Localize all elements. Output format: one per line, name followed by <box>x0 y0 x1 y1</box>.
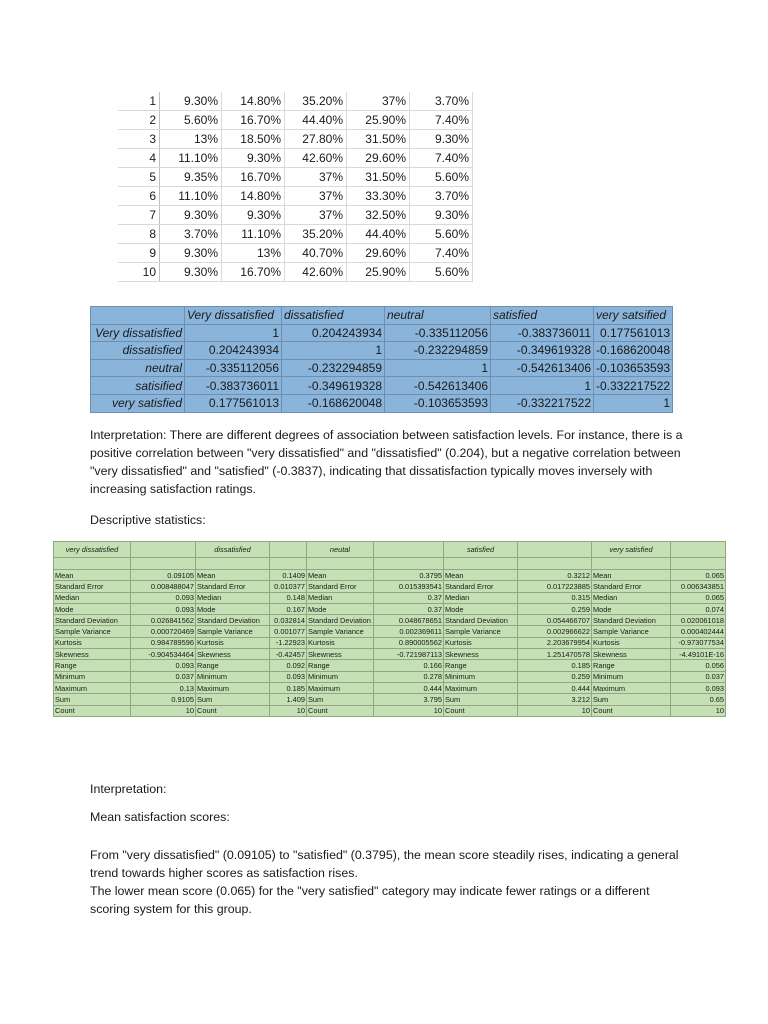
percent-cell: 29.60% <box>347 149 410 168</box>
stat-label-cell: Sum <box>196 694 270 705</box>
percent-cell: 18.50% <box>222 130 285 149</box>
table-row <box>54 615 726 626</box>
correlation-cell: 1 <box>282 342 385 360</box>
stat-label-cell: Mean <box>592 570 671 581</box>
table-row <box>54 694 726 705</box>
stat-value-cell: 0.9105 <box>131 694 196 705</box>
percent-cell: 13% <box>222 244 285 263</box>
blank-cell <box>374 558 444 570</box>
percent-cell: 32.50% <box>347 206 410 225</box>
stat-label-cell: Standard Deviation <box>54 615 131 626</box>
column-header <box>374 542 444 558</box>
column-header: satisfied <box>491 307 594 325</box>
column-header: very satisfied <box>592 542 671 558</box>
stat-label-cell: Sample Variance <box>307 626 374 637</box>
stat-label-cell: Minimum <box>444 671 518 682</box>
stat-label-cell: Median <box>592 592 671 603</box>
table-row <box>118 130 473 149</box>
stat-value-cell: -0.973077534 <box>671 637 726 648</box>
stat-label-cell: Minimum <box>307 671 374 682</box>
percent-cell: 40.70% <box>285 244 347 263</box>
row-header: very satisfied <box>91 394 185 412</box>
stat-value-cell: 0.890005562 <box>374 637 444 648</box>
stat-label-cell: Count <box>307 705 374 716</box>
stat-value-cell: 0.065 <box>671 570 726 581</box>
stat-label-cell: Sample Variance <box>54 626 131 637</box>
stat-value-cell: 3.795 <box>374 694 444 705</box>
correlation-cell: 0.177561013 <box>594 324 673 342</box>
column-header <box>131 542 196 558</box>
percent-cell: 33.30% <box>347 187 410 206</box>
correlation-header-row <box>91 307 673 325</box>
blank-cell <box>518 558 592 570</box>
stat-value-cell: 0.37 <box>374 603 444 614</box>
column-header <box>91 307 185 325</box>
table-row <box>54 671 726 682</box>
stat-value-cell: 0.984789596 <box>131 637 196 648</box>
stat-label-cell: Kurtosis <box>54 637 131 648</box>
table-row <box>91 394 673 412</box>
stat-value-cell: 0.002966622 <box>518 626 592 637</box>
percent-cell: 9.30% <box>410 130 473 149</box>
stat-label-cell: Minimum <box>196 671 270 682</box>
percent-cell: 11.10% <box>160 187 222 206</box>
percent-cell: 37% <box>347 92 410 111</box>
table-row <box>54 660 726 671</box>
percent-cell: 37% <box>285 187 347 206</box>
blank-cell <box>592 558 671 570</box>
correlation-cell: -0.349619328 <box>282 377 385 395</box>
stat-value-cell: -1.22923 <box>270 637 307 648</box>
stat-label-cell: Minimum <box>592 671 671 682</box>
stat-value-cell: 0.093 <box>270 671 307 682</box>
stat-value-cell: -0.904534464 <box>131 649 196 660</box>
correlation-matrix-table <box>90 306 673 413</box>
stat-label-cell: Mean <box>54 570 131 581</box>
percent-cell: 9.35% <box>160 168 222 187</box>
stat-label-cell: Mean <box>196 570 270 581</box>
correlation-cell: 1 <box>385 359 491 377</box>
stat-label-cell: Kurtosis <box>307 637 374 648</box>
table-row <box>91 342 673 360</box>
stat-label-cell: Skewness <box>54 649 131 660</box>
blank-cell <box>54 558 131 570</box>
percent-cell: 7.40% <box>410 244 473 263</box>
column-header: neutral <box>385 307 491 325</box>
percent-cell: 9.30% <box>160 244 222 263</box>
row-header: dissatisfied <box>91 342 185 360</box>
stat-label-cell: Median <box>196 592 270 603</box>
stat-value-cell: 0.056 <box>671 660 726 671</box>
stat-label-cell: Sample Variance <box>592 626 671 637</box>
correlation-cell: 1 <box>594 394 673 412</box>
row-index-cell: 9 <box>118 244 160 263</box>
stat-label-cell: Standard Deviation <box>444 615 518 626</box>
column-header: very dissatisfied <box>54 542 131 558</box>
stat-value-cell: 10 <box>131 705 196 716</box>
stat-label-cell: Range <box>54 660 131 671</box>
table-row <box>118 244 473 263</box>
stat-value-cell: 0.444 <box>518 682 592 693</box>
stat-value-cell: 0.3795 <box>374 570 444 581</box>
stat-label-cell: Median <box>307 592 374 603</box>
column-header: satisfied <box>444 542 518 558</box>
stat-label-cell: Count <box>444 705 518 716</box>
correlation-cell: -0.232294859 <box>385 342 491 360</box>
table-row <box>118 149 473 168</box>
percent-cell: 3.70% <box>160 225 222 244</box>
stat-value-cell: 0.037 <box>131 671 196 682</box>
stat-value-cell: 0.006343851 <box>671 581 726 592</box>
stats-header-row <box>54 542 726 558</box>
stat-value-cell: 0.259 <box>518 671 592 682</box>
table-row <box>91 359 673 377</box>
stat-value-cell: 0.315 <box>518 592 592 603</box>
stat-value-cell: 0.002369611 <box>374 626 444 637</box>
stat-label-cell: Maximum <box>444 682 518 693</box>
descriptive-statistics-table <box>53 541 726 717</box>
column-header: dissatisfied <box>282 307 385 325</box>
percent-cell: 35.20% <box>285 92 347 111</box>
stat-value-cell: 0.001077 <box>270 626 307 637</box>
stat-value-cell: 0.048678651 <box>374 615 444 626</box>
stat-label-cell: Standard Error <box>592 581 671 592</box>
stat-label-cell: Kurtosis <box>592 637 671 648</box>
correlation-cell: 0.204243934 <box>282 324 385 342</box>
correlation-cell: -0.542613406 <box>491 359 594 377</box>
stat-label-cell: Standard Deviation <box>196 615 270 626</box>
row-index-cell: 7 <box>118 206 160 225</box>
stat-value-cell: 0.026841562 <box>131 615 196 626</box>
percent-cell: 37% <box>285 206 347 225</box>
percent-cell: 44.40% <box>285 111 347 130</box>
stat-value-cell: 0.093 <box>131 603 196 614</box>
table-row <box>54 592 726 603</box>
stat-value-cell: 0.020061018 <box>671 615 726 626</box>
stat-value-cell: -4.49101E-16 <box>671 649 726 660</box>
interpretation-heading: Interpretation: <box>90 782 167 796</box>
percent-cell: 16.70% <box>222 168 285 187</box>
correlation-cell: -0.383736011 <box>185 377 282 395</box>
stat-value-cell: 0.065 <box>671 592 726 603</box>
correlation-cell: -0.542613406 <box>385 377 491 395</box>
blank-cell <box>307 558 374 570</box>
stat-value-cell: -0.42457 <box>270 649 307 660</box>
column-header: Very dissatisfied <box>185 307 282 325</box>
row-index-cell: 6 <box>118 187 160 206</box>
percent-cell: 42.60% <box>285 149 347 168</box>
descriptive-statistics-heading: Descriptive statistics: <box>90 513 206 527</box>
stat-label-cell: Median <box>54 592 131 603</box>
percent-cell: 3.70% <box>410 92 473 111</box>
percent-cell: 11.10% <box>222 225 285 244</box>
stat-value-cell: 0.13 <box>131 682 196 693</box>
stat-value-cell: 0.015393541 <box>374 581 444 592</box>
correlation-cell: -0.335112056 <box>185 359 282 377</box>
table-row <box>118 92 473 111</box>
mean-scores-heading: Mean satisfaction scores: <box>90 810 230 824</box>
stat-value-cell: 0.032814 <box>270 615 307 626</box>
blank-cell <box>671 558 726 570</box>
stat-value-cell: 0.074 <box>671 603 726 614</box>
table-row <box>118 111 473 130</box>
row-index-cell: 3 <box>118 130 160 149</box>
table-row <box>118 225 473 244</box>
stat-label-cell: Range <box>592 660 671 671</box>
stat-label-cell: Mode <box>307 603 374 614</box>
stat-label-cell: Standard Error <box>444 581 518 592</box>
table-row <box>54 649 726 660</box>
stat-value-cell: 0.093 <box>131 660 196 671</box>
column-header <box>270 542 307 558</box>
correlation-cell: 0.204243934 <box>185 342 282 360</box>
percent-cell: 9.30% <box>222 206 285 225</box>
stat-value-cell: 10 <box>671 705 726 716</box>
stat-label-cell: Range <box>444 660 518 671</box>
stat-value-cell: 10 <box>518 705 592 716</box>
stat-label-cell: Maximum <box>196 682 270 693</box>
stat-value-cell: 0.008488047 <box>131 581 196 592</box>
row-header: neutral <box>91 359 185 377</box>
correlation-interpretation: Interpretation: There are different degrees of association between satisfaction levels. For instance, there is a positive correlation between "very dissatisfied" and "dissatisfied" (0.204), but a negative correlation between "very dissatisfied" and "satisfied" (-0.3837), indicating that dissatisfaction typically moves inversely with increasing satisfaction ratings. <box>90 428 683 496</box>
stat-value-cell: 0.444 <box>374 682 444 693</box>
stat-label-cell: Mean <box>307 570 374 581</box>
table-row <box>118 187 473 206</box>
row-header: satisified <box>91 377 185 395</box>
stat-label-cell: Maximum <box>592 682 671 693</box>
stat-label-cell: Sum <box>54 694 131 705</box>
stat-label-cell: Mode <box>444 603 518 614</box>
stat-label-cell: Mode <box>196 603 270 614</box>
stat-value-cell: 3.212 <box>518 694 592 705</box>
percent-cell: 44.40% <box>347 225 410 244</box>
stat-value-cell: 0.259 <box>518 603 592 614</box>
stat-label-cell: Mode <box>54 603 131 614</box>
blank-cell <box>270 558 307 570</box>
stat-value-cell: 0.166 <box>374 660 444 671</box>
stat-label-cell: Skewness <box>307 649 374 660</box>
table-row <box>54 626 726 637</box>
table-row <box>54 581 726 592</box>
stat-label-cell: Median <box>444 592 518 603</box>
column-header <box>518 542 592 558</box>
stat-label-cell: Kurtosis <box>196 637 270 648</box>
stat-value-cell: 0.3212 <box>518 570 592 581</box>
percent-cell: 25.90% <box>347 263 410 282</box>
stat-label-cell: Count <box>196 705 270 716</box>
stat-label-cell: Sample Variance <box>196 626 270 637</box>
correlation-cell: -0.103653593 <box>385 394 491 412</box>
stat-value-cell: 0.092 <box>270 660 307 671</box>
percent-cell: 42.60% <box>285 263 347 282</box>
stat-label-cell: Count <box>54 705 131 716</box>
percent-cell: 7.40% <box>410 149 473 168</box>
stat-value-cell: 0.185 <box>518 660 592 671</box>
table-row <box>91 324 673 342</box>
stat-label-cell: Standard Error <box>54 581 131 592</box>
correlation-cell: -0.232294859 <box>282 359 385 377</box>
mean-scores-paragraph-1: From "very dissatisfied" (0.09105) to "satisfied" (0.3795), the mean score steadily rises, indicating a general trend towards higher scores as satisfaction rises. <box>90 848 679 880</box>
correlation-cell: 1 <box>491 377 594 395</box>
percent-cell: 5.60% <box>160 111 222 130</box>
percent-cell: 9.30% <box>222 149 285 168</box>
table-row <box>54 637 726 648</box>
stat-label-cell: Maximum <box>307 682 374 693</box>
stat-value-cell: 0.093 <box>131 592 196 603</box>
stat-label-cell: Minimum <box>54 671 131 682</box>
row-header: Very dissatisfied <box>91 324 185 342</box>
stat-value-cell: 0.1409 <box>270 570 307 581</box>
correlation-cell: -0.383736011 <box>491 324 594 342</box>
stat-label-cell: Sum <box>307 694 374 705</box>
stat-label-cell: Mean <box>444 570 518 581</box>
row-index-cell: 4 <box>118 149 160 168</box>
row-index-cell: 10 <box>118 263 160 282</box>
stat-value-cell: 0.278 <box>374 671 444 682</box>
stat-value-cell: 0.65 <box>671 694 726 705</box>
correlation-cell: 1 <box>185 324 282 342</box>
stat-value-cell: 2.203679954 <box>518 637 592 648</box>
blank-row <box>54 558 726 570</box>
correlation-cell: -0.349619328 <box>491 342 594 360</box>
table-row <box>54 705 726 716</box>
percent-cell: 27.80% <box>285 130 347 149</box>
correlation-cell: 0.177561013 <box>185 394 282 412</box>
percent-cell: 37% <box>285 168 347 187</box>
table-row <box>54 570 726 581</box>
percent-cell: 9.30% <box>160 206 222 225</box>
percent-cell: 16.70% <box>222 111 285 130</box>
percent-cell: 3.70% <box>410 187 473 206</box>
stat-value-cell: -0.721987113 <box>374 649 444 660</box>
stat-label-cell: Standard Deviation <box>592 615 671 626</box>
percent-cell: 9.30% <box>160 92 222 111</box>
table-row <box>118 206 473 225</box>
row-index-cell: 2 <box>118 111 160 130</box>
column-header <box>671 542 726 558</box>
table-row <box>54 682 726 693</box>
blank-cell <box>196 558 270 570</box>
stat-label-cell: Mode <box>592 603 671 614</box>
stat-value-cell: 0.093 <box>671 682 726 693</box>
stat-value-cell: 0.148 <box>270 592 307 603</box>
percent-cell: 9.30% <box>410 206 473 225</box>
stat-value-cell: 0.000402444 <box>671 626 726 637</box>
stat-label-cell: Sum <box>444 694 518 705</box>
stat-label-cell: Maximum <box>54 682 131 693</box>
stat-label-cell: Skewness <box>196 649 270 660</box>
stat-label-cell: Standard Error <box>307 581 374 592</box>
stat-label-cell: Range <box>307 660 374 671</box>
percent-cell: 13% <box>160 130 222 149</box>
correlation-cell: -0.168620048 <box>282 394 385 412</box>
stat-label-cell: Sample Variance <box>444 626 518 637</box>
percent-cell: 5.60% <box>410 263 473 282</box>
percent-cell: 29.60% <box>347 244 410 263</box>
stat-value-cell: 0.09105 <box>131 570 196 581</box>
percent-cell: 9.30% <box>160 263 222 282</box>
correlation-cell: -0.168620048 <box>594 342 673 360</box>
percent-cell: 25.90% <box>347 111 410 130</box>
stat-label-cell: Skewness <box>592 649 671 660</box>
stat-value-cell: 0.054466707 <box>518 615 592 626</box>
row-index-cell: 1 <box>118 92 160 111</box>
stat-value-cell: 10 <box>374 705 444 716</box>
percent-cell: 31.50% <box>347 130 410 149</box>
table-row <box>118 168 473 187</box>
table-row <box>91 377 673 395</box>
table-row <box>54 603 726 614</box>
correlation-cell: -0.335112056 <box>385 324 491 342</box>
stat-value-cell: 0.010377 <box>270 581 307 592</box>
correlation-cell: -0.332217522 <box>594 377 673 395</box>
stat-value-cell: 1.409 <box>270 694 307 705</box>
stat-label-cell: Count <box>592 705 671 716</box>
stat-label-cell: Sum <box>592 694 671 705</box>
stat-value-cell: 0.000720469 <box>131 626 196 637</box>
percent-cell: 7.40% <box>410 111 473 130</box>
column-header: very satsified <box>594 307 673 325</box>
stat-value-cell: 0.37 <box>374 592 444 603</box>
mean-scores-paragraph-2: The lower mean score (0.065) for the "very satisfied" category may indicate fewer ratings or a different scoring system for this group. <box>90 884 650 916</box>
percent-cell: 16.70% <box>222 263 285 282</box>
percent-cell: 31.50% <box>347 168 410 187</box>
percent-cell: 11.10% <box>160 149 222 168</box>
stat-value-cell: 0.037 <box>671 671 726 682</box>
percent-cell: 5.60% <box>410 168 473 187</box>
correlation-cell: -0.332217522 <box>491 394 594 412</box>
stat-label-cell: Skewness <box>444 649 518 660</box>
column-header: neutal <box>307 542 374 558</box>
correlation-cell: -0.103653593 <box>594 359 673 377</box>
stat-label-cell: Standard Deviation <box>307 615 374 626</box>
stat-value-cell: 1.251470578 <box>518 649 592 660</box>
percent-cell: 14.80% <box>222 92 285 111</box>
stat-value-cell: 10 <box>270 705 307 716</box>
stat-value-cell: 0.185 <box>270 682 307 693</box>
stat-label-cell: Range <box>196 660 270 671</box>
stat-label-cell: Standard Error <box>196 581 270 592</box>
percent-cell: 35.20% <box>285 225 347 244</box>
row-index-cell: 8 <box>118 225 160 244</box>
blank-cell <box>444 558 518 570</box>
table-row <box>118 263 473 282</box>
blank-cell <box>131 558 196 570</box>
percent-cell: 5.60% <box>410 225 473 244</box>
percent-cell: 14.80% <box>222 187 285 206</box>
column-header: dissatisfied <box>196 542 270 558</box>
stat-value-cell: 0.017223885 <box>518 581 592 592</box>
row-index-cell: 5 <box>118 168 160 187</box>
stat-value-cell: 0.167 <box>270 603 307 614</box>
stat-label-cell: Kurtosis <box>444 637 518 648</box>
percentage-table <box>118 92 473 282</box>
